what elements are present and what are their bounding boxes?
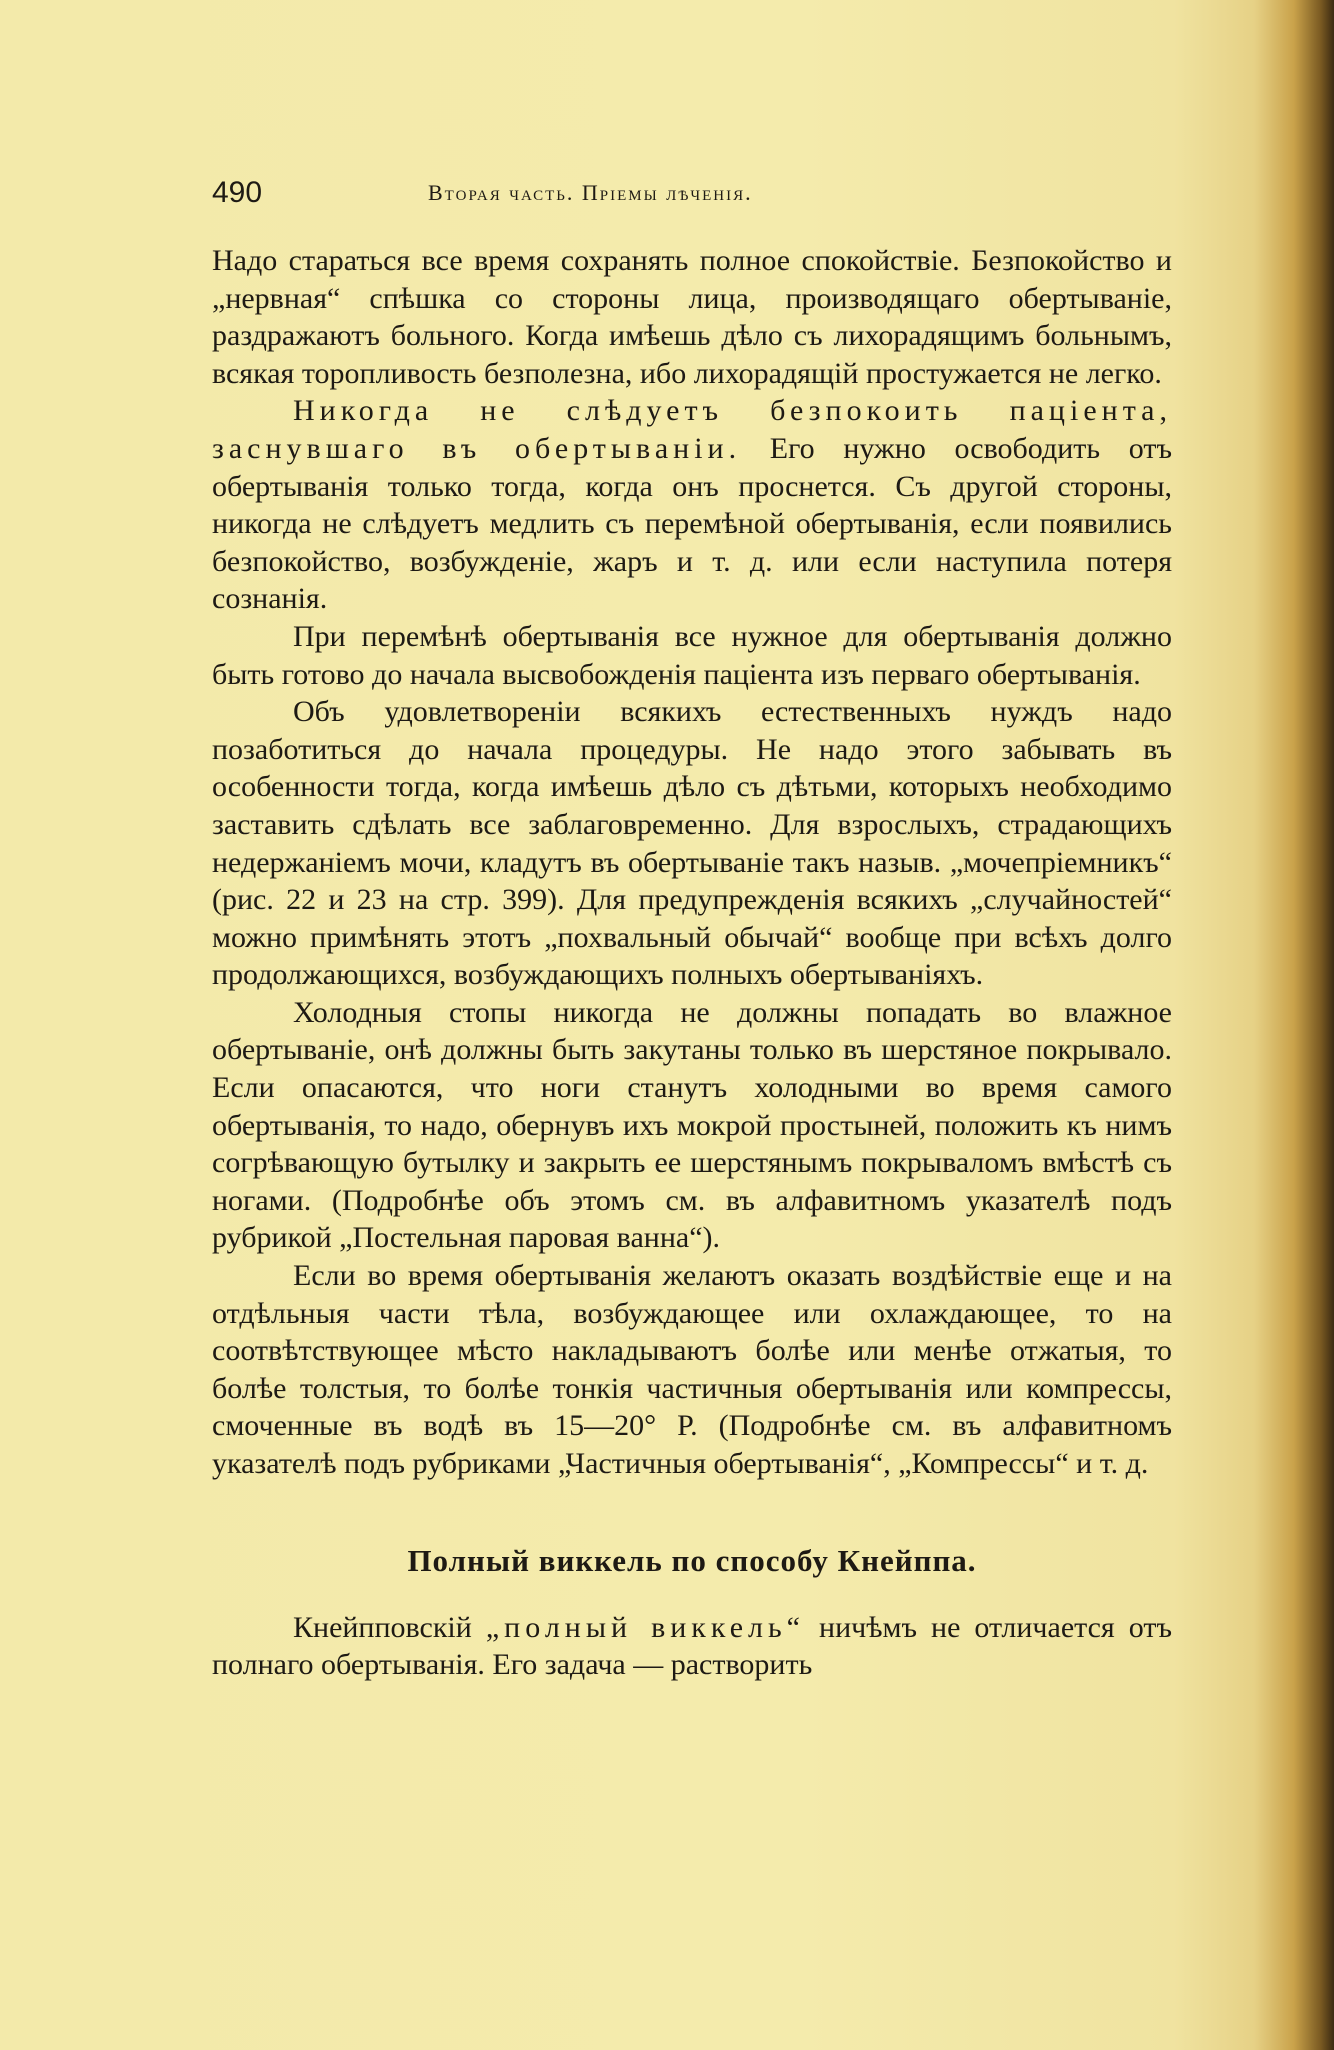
- page-number: 490: [212, 176, 263, 209]
- paragraph-4: [212, 693, 1172, 994]
- paragraph-1-text: Надо стараться все время сохранять полное спокойствiе. Безпокойство и „нервная“ спѣшка со стороны лица, производящаго обертыванiе, раздражаютъ больного. Когда имѣешь дѣло съ лихорадящимъ больнымъ, всякая торопливость безполезна, ибо лихорадящiй простужается не легко.: [212, 244, 1172, 390]
- section-intro-before: Кнейпповскiй: [293, 1610, 486, 1644]
- paragraph-1: [212, 242, 1172, 392]
- paragraph-2-emphasis: Никогда не слѣдуетъ безпокоить пацiента, заснувшаго въ обертыванiи.: [212, 394, 1172, 465]
- paragraph-6: [212, 1257, 1172, 1483]
- paragraph-3-text: При перемѣнѣ обертыванiя все нужное для обертыванiя должно быть готово до начала высвобожденiя пацiента изъ перваго обертыванiя.: [212, 619, 1172, 691]
- paragraph-5-text: Холодныя стопы никогда не должны попадать во влажное обертыванiе, онѣ должны быть закутаны только въ шерстяное покрывало. Если опасаются, что ноги станутъ холодными во время самого обертыванiя, то надо, обернувъ ихъ мокрой простыней, положить къ нимъ согрѣвающую бутылку и закрыть ее шерстянымъ покрываломъ вмѣстѣ съ ногами. (Подробнѣе объ этомъ см. въ алфавитномъ указателѣ подъ рубрикой „Постельная паровая ванна“).: [212, 995, 1172, 1255]
- section-heading: Полный виккель по способу Кнейппа.: [407, 1542, 977, 1578]
- book-page: [212, 170, 1172, 1684]
- section-intro-paragraph: [212, 1609, 1172, 1684]
- paragraph-2: [212, 392, 1172, 618]
- section-intro-after: ничѣмъ не отличается отъ полнаго обертыванiя. Его задача — растворить: [212, 1610, 1172, 1682]
- paragraph-2-text: Его нужно освободить отъ обертыванiя только тогда, когда онъ проснется. Съ другой стороны, никогда не слѣдуетъ медлить съ перемѣной обертыванiя, если появились безпокойство, возбужденiе, жаръ и т. д. или если наступила потеря сознанiя.: [212, 431, 1172, 616]
- running-head: [212, 170, 1172, 220]
- paragraph-4-text: Объ удовлетворенiи всякихъ естественныхъ нуждъ надо позаботиться до начала процедуры. Не надо этого забывать въ особенности тогда, когда имѣешь дѣло съ дѣтьми, которыхъ необходимо заставить сдѣлать все заблаговременно. Для взрослыхъ, страдающихъ недержанiемъ мочи, кладутъ въ обертыванiе такъ назыв. „мочепрiемникъ“ (рис. 22 и 23 на стр. 399). Для предупрежденiя всякихъ „случайностей“ можно примѣнять этотъ „похвальный обычай“ вообще при всѣхъ долго продолжающихся, возбуждающихъ полныхъ обертыванiяхъ.: [212, 695, 1172, 992]
- body-text: [212, 242, 1172, 1684]
- header-title: Вторая часть. Прiемы лѣченiя.: [428, 180, 753, 205]
- paragraph-3: [212, 618, 1172, 693]
- section-intro-emphasis: „полный виккель“: [485, 1610, 805, 1644]
- paragraph-5: [212, 994, 1172, 1257]
- paragraph-6-text: Если во время обертыванiя желаютъ оказать воздѣйствiе еще и на отдѣльныя части тѣла, возбуждающее или охлаждающее, то на соотвѣтствующее мѣсто накладываютъ болѣе или менѣе отжатыя, то болѣе толстыя, то болѣе тонкiя частичныя обертыванiя или компрессы, смоченные въ водѣ въ 15—20° Р. (Подробнѣе см. въ алфавитномъ указателѣ подъ рубриками „Частичныя обертыванiя“, „Компрессы“ и т. д.: [212, 1259, 1172, 1480]
